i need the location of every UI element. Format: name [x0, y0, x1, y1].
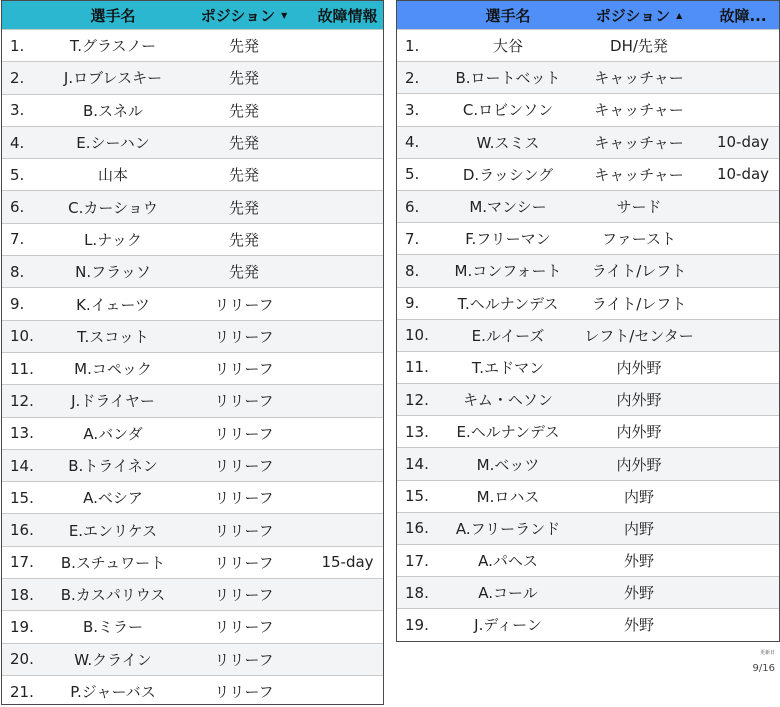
player-name: J.ディーン — [474, 616, 542, 635]
table-row[interactable] — [397, 93, 779, 125]
table-row[interactable] — [2, 190, 383, 222]
player-name: 山本 — [97, 166, 128, 185]
player-position: キャッチャー — [594, 69, 684, 88]
player-name: T.グラスノー — [69, 37, 157, 56]
player-name: P.ジャーバス — [70, 683, 156, 702]
player-name: F.フリーマン — [465, 230, 551, 249]
row-number: 19. — [10, 617, 34, 636]
player-position: 外野 — [623, 584, 654, 603]
player-position: 先発 — [228, 37, 259, 56]
sort-descending-icon[interactable]: ▼ — [281, 10, 288, 20]
header-position[interactable] — [176, 5, 312, 26]
pitchers-table — [1, 0, 384, 705]
row-number: 14. — [405, 455, 429, 474]
player-name: A.コール — [478, 584, 538, 603]
header-position-label: ポジション — [200, 6, 276, 25]
player-position: リリーフ — [214, 553, 274, 572]
player-name: B.トライネン — [68, 457, 158, 475]
player-name: K.イェーツ — [76, 295, 150, 314]
header-position-label: ポジション — [595, 6, 671, 25]
player-position: DH/先発 — [610, 37, 668, 56]
table-row[interactable] — [397, 222, 779, 254]
player-position: ライト/レフト — [591, 262, 687, 281]
row-number: 5. — [405, 165, 420, 184]
player-position: リリーフ — [214, 489, 274, 508]
table-body — [2, 29, 383, 707]
player-name: A.ベシア — [83, 489, 143, 508]
player-name: A.フリーランド — [455, 519, 561, 538]
player-position: リリーフ — [214, 521, 274, 540]
player-name: A.バンダ — [83, 424, 143, 443]
player-position: リリーフ — [214, 360, 274, 379]
player-position: 先発 — [228, 230, 259, 249]
player-position: 内外野 — [616, 358, 662, 377]
row-number: 1. — [10, 36, 25, 55]
table-row[interactable] — [397, 383, 779, 415]
table-row[interactable] — [397, 287, 779, 319]
player-position: 先発 — [228, 101, 259, 120]
table-row[interactable] — [397, 254, 779, 286]
player-position: 内野 — [623, 487, 654, 506]
table-row[interactable] — [2, 513, 383, 545]
table-row[interactable] — [2, 643, 383, 675]
player-position: 内野 — [623, 519, 654, 538]
table-row[interactable] — [397, 608, 779, 640]
player-name: J.ロブレスキー — [63, 69, 163, 88]
player-position: 先発 — [228, 166, 259, 185]
row-number: 9. — [10, 295, 25, 314]
player-position: 先発 — [228, 69, 259, 88]
row-number: 7. — [10, 230, 25, 249]
player-name: 大谷 — [492, 37, 523, 56]
player-position: サード — [616, 198, 662, 217]
table-row[interactable] — [397, 61, 779, 93]
player-position: レフト/センター — [584, 326, 694, 345]
table-row[interactable] — [2, 384, 383, 416]
player-position: リリーフ — [214, 392, 274, 411]
player-name: L.ナック — [84, 230, 142, 249]
player-name: A.パヘス — [478, 552, 538, 571]
player-position: リリーフ — [214, 295, 274, 314]
table-row[interactable] — [2, 255, 383, 287]
table-row[interactable] — [397, 190, 779, 222]
player-name: J.ドライヤー — [71, 392, 155, 411]
player-position: キャッチャー — [594, 165, 684, 184]
player-position: 先発 — [228, 198, 259, 217]
player-name: M.ロハス — [476, 487, 540, 506]
player-position: キャッチャー — [594, 133, 684, 152]
row-number: 15. — [10, 488, 34, 507]
table-row[interactable] — [2, 546, 383, 578]
player-name: B.カスパリウス — [60, 586, 166, 605]
player-name: C.カーショウ — [68, 198, 158, 217]
row-number: 13. — [405, 422, 429, 441]
row-number: 4. — [10, 133, 25, 152]
row-number: 8. — [405, 261, 420, 280]
row-number: 13. — [10, 424, 34, 443]
player-position: リリーフ — [214, 683, 274, 702]
row-number: 11. — [10, 359, 34, 378]
injury-status: 10-day — [716, 165, 770, 184]
player-name: E.ヘルナンデス — [456, 423, 560, 442]
row-number: 5. — [10, 165, 25, 184]
player-position: 内外野 — [616, 423, 662, 442]
player-name: T.スコット — [77, 327, 149, 346]
row-number: 12. — [405, 390, 429, 409]
player-position: キャッチャー — [594, 101, 684, 120]
row-number: 11. — [405, 358, 429, 377]
row-number: 18. — [405, 583, 429, 602]
player-name: M.コンフォート — [454, 262, 562, 281]
row-number: 10. — [405, 326, 429, 345]
row-number: 2. — [405, 68, 420, 87]
row-number: 9. — [405, 294, 420, 313]
table-row[interactable] — [397, 415, 779, 447]
header-position[interactable] — [571, 5, 707, 26]
row-number: 16. — [405, 519, 429, 538]
row-number: 18. — [10, 585, 34, 604]
row-number: 15. — [405, 487, 429, 506]
table-row[interactable] — [2, 29, 383, 61]
table-row[interactable] — [397, 576, 779, 608]
table-row[interactable] — [397, 512, 779, 544]
table-header — [2, 1, 383, 29]
row-number: 7. — [405, 229, 420, 248]
player-name: D.ラッシング — [462, 165, 554, 184]
table-row[interactable] — [2, 578, 383, 610]
player-name: T.ヘルナンデス — [457, 294, 559, 313]
header-player-name[interactable]: 選手名 — [485, 6, 531, 25]
table-row[interactable] — [2, 352, 383, 384]
table-row[interactable] — [2, 126, 383, 158]
header-injury[interactable]: 故障情報 — [317, 6, 378, 25]
header-injury[interactable]: 故障... — [719, 6, 767, 25]
player-position: リリーフ — [214, 618, 274, 637]
row-number: 3. — [405, 100, 420, 119]
table-row[interactable] — [397, 126, 779, 158]
table-row[interactable] — [2, 94, 383, 126]
player-position: 先発 — [228, 134, 259, 153]
player-position: リリーフ — [214, 424, 274, 443]
row-number: 17. — [10, 553, 34, 572]
row-number: 16. — [10, 521, 34, 540]
table-row[interactable] — [397, 351, 779, 383]
row-number: 6. — [405, 197, 420, 216]
player-name: E.ルイーズ — [471, 326, 545, 345]
player-name: T.エドマン — [471, 358, 545, 377]
table-row[interactable] — [2, 223, 383, 255]
player-name: M.ベッツ — [476, 455, 540, 474]
player-position: 外野 — [623, 552, 654, 571]
player-position: リリーフ — [214, 327, 274, 346]
player-name: W.クライン — [74, 650, 152, 669]
table-row[interactable] — [397, 447, 779, 479]
player-name: B.ミラー — [82, 618, 144, 637]
table-row[interactable] — [397, 544, 779, 576]
table-row[interactable] — [2, 675, 383, 707]
player-position: 先発 — [228, 263, 259, 282]
updated-label: 更新日 — [759, 650, 775, 656]
row-number: 10. — [10, 327, 34, 346]
fielders-table — [396, 0, 780, 642]
player-name: B.スチュワート — [60, 553, 166, 572]
row-number: 1. — [405, 36, 420, 55]
player-name: N.フラッソ — [75, 263, 151, 282]
player-name: B.ロートベット — [455, 69, 561, 88]
row-number: 17. — [405, 551, 429, 570]
player-name: M.マンシー — [469, 198, 547, 217]
sort-ascending-icon[interactable]: ▲ — [676, 10, 683, 20]
updated-value: 9/16 — [752, 663, 775, 674]
table-row[interactable] — [2, 61, 383, 93]
table-row[interactable] — [2, 158, 383, 190]
table-row[interactable] — [2, 417, 383, 449]
player-position: ファースト — [602, 230, 676, 249]
table-row[interactable] — [2, 287, 383, 319]
injury-status: 10-day — [716, 133, 770, 152]
table-row[interactable] — [397, 319, 779, 351]
player-name: C.ロビンソン — [462, 101, 554, 120]
row-number: 8. — [10, 262, 25, 281]
table-row[interactable] — [2, 449, 383, 481]
player-position: リリーフ — [214, 650, 274, 669]
table-row[interactable] — [2, 610, 383, 642]
player-position: 外野 — [623, 616, 654, 635]
table-row[interactable] — [397, 29, 779, 61]
player-name: E.シーハン — [76, 134, 150, 153]
injury-status: 15-day — [321, 553, 374, 572]
row-number: 21. — [10, 682, 34, 701]
table-row[interactable] — [2, 481, 383, 513]
table-row[interactable] — [397, 480, 779, 512]
table-header — [397, 1, 779, 29]
player-position: 内外野 — [616, 455, 662, 474]
row-number: 4. — [405, 133, 420, 152]
table-row[interactable] — [2, 320, 383, 352]
row-number: 6. — [10, 198, 25, 217]
player-name: M.コペック — [74, 360, 152, 379]
row-number: 14. — [10, 456, 34, 475]
updated-date — [753, 651, 775, 674]
row-number: 20. — [10, 650, 34, 669]
player-position: リリーフ — [214, 586, 274, 605]
row-number: 2. — [10, 68, 25, 87]
player-position: リリーフ — [214, 457, 274, 475]
row-number: 3. — [10, 101, 25, 120]
player-name: B.スネル — [82, 101, 144, 120]
row-number: 19. — [405, 615, 429, 634]
table-body — [397, 29, 779, 641]
player-position: 内外野 — [616, 391, 662, 410]
table-row[interactable] — [397, 158, 779, 190]
row-number: 12. — [10, 391, 34, 410]
player-position: ライト/レフト — [591, 294, 687, 313]
player-name: キム・ヘソン — [463, 391, 553, 410]
player-name: E.エンリケス — [68, 521, 158, 540]
header-player-name[interactable]: 選手名 — [90, 6, 136, 25]
player-name: W.スミス — [476, 133, 540, 152]
